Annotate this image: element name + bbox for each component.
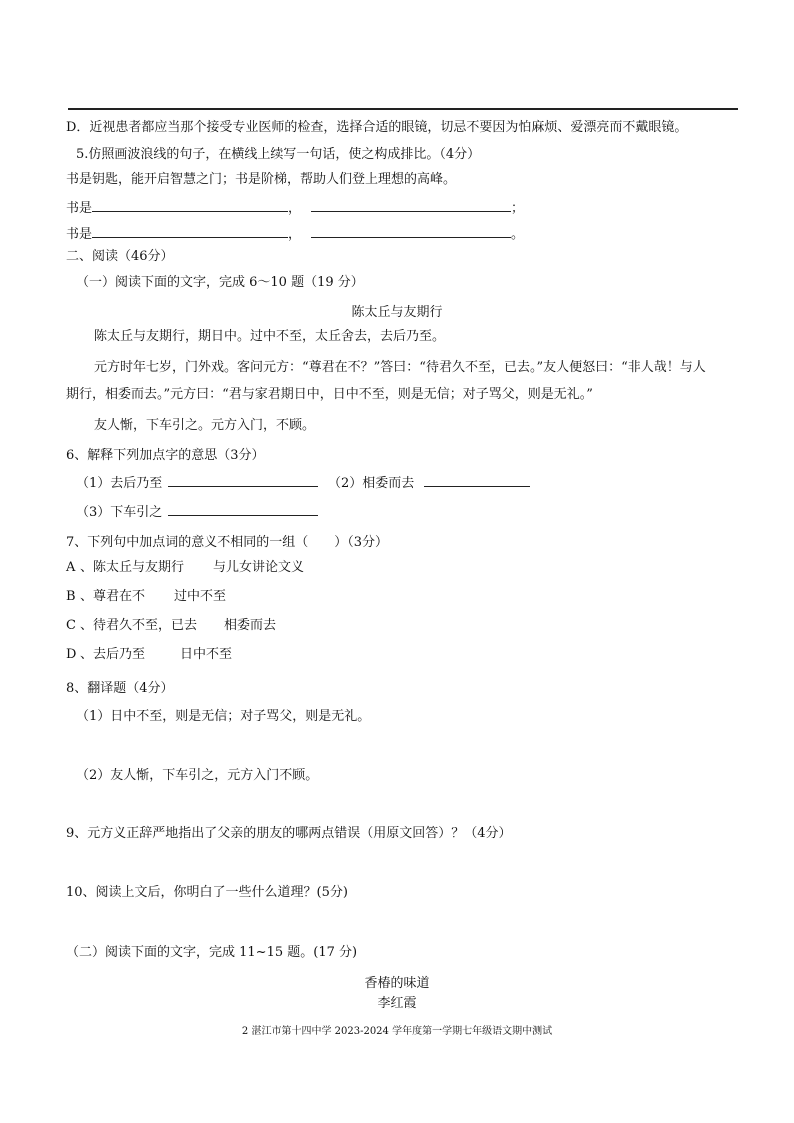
q7-option-b-left: 、尊君在不 [80, 589, 146, 604]
top-divider [68, 108, 738, 110]
q6-item-2-text: （2）相委而去 [328, 476, 415, 491]
q7-option-d [66, 647, 232, 663]
passage-para-1: 陈太丘与友期行，期日中。过中不至，太丘舍去，去后乃至。 [94, 329, 446, 344]
q7-option-d-left: 、去后乃至 [80, 647, 146, 662]
q7-option-b [66, 589, 226, 605]
part1-intro: （一）阅读下面的文字，完成 6～10 题（19 分） [76, 275, 364, 290]
q5-line1-comma: ， [288, 201, 302, 216]
q5-line1-prefix: 书是 [66, 201, 93, 216]
q6-stem: 6、解释下列加点字的意思（3分） [66, 448, 265, 463]
q6-item-2 [328, 474, 530, 492]
q5-stem: 5.仿照画波浪线的句子，在横线上续写一句话，使之构成排比。（4分） [76, 147, 481, 162]
q6-blank-1[interactable] [168, 474, 318, 487]
q8-item-1: （1）日中不至，则是无信；对子骂父，则是无礼。 [76, 709, 371, 724]
q8-item-2: （2）友人惭，下车引之，元方入门不顾。 [76, 768, 319, 783]
q8-stem: 8、翻译题（4分） [66, 681, 174, 696]
passage-para-2-line-2: 期行，相委而去。”元方曰：“君与家君期日中，日中不至，则是无信；对子骂父，则是无礼。” [66, 387, 593, 402]
q7-option-a-left: 、陈太丘与友期行 [80, 560, 185, 575]
page-footer: 2 湛江市第十四中学 2023-2024 学年度第一学期七年级语文期中测试 [241, 1026, 553, 1037]
q6-item-1-text: （1）去后乃至 [76, 476, 163, 491]
q7-option-c-left: 、待君久不至，已去 [80, 618, 198, 633]
q7-option-a-right: 与儿女讲论文义 [213, 560, 305, 575]
passage-para-2-line-1: 元方时年七岁，门外戏。客问元方：“尊君在不？”答曰：“待君久不至，已去。”友人便怒曰：“非人哉！与人 [94, 360, 706, 375]
q6-item-3-text: （3）下车引之 [76, 505, 163, 520]
q7-option-a [66, 560, 304, 576]
q5-answer-line-1 [66, 199, 524, 217]
q5-line2-end: 。 [511, 227, 525, 242]
q7-option-c [66, 618, 276, 634]
passage-para-3: 友人惭，下车引之。元方入门，不顾。 [94, 418, 316, 433]
q10-stem: 10、阅读上文后，你明白了一些什么道理？(5分) [66, 885, 348, 900]
q5-line1-end: ； [511, 201, 525, 216]
q7-option-label: D [66, 647, 77, 662]
q6-item-1 [76, 474, 318, 492]
q5-blank-2b[interactable] [311, 225, 511, 238]
q7-option-d-right: 日中不至 [180, 647, 233, 662]
q5-blank-1b[interactable] [311, 199, 511, 212]
q4-option-d: D．近视患者都应当那个接受专业医师的检查，选择合适的眼镜，切忌不要因为怕麻烦、爱漂亮而不戴眼镜。 [66, 120, 688, 135]
q7-option-c-right: 相委而去 [224, 618, 277, 633]
passage-title: 陈太丘与友期行 [351, 305, 443, 320]
q7-stem: 7、下列句中加点词的意义不相同的一组（ ）（3分） [66, 535, 389, 550]
q6-blank-2[interactable] [424, 474, 530, 487]
article-author: 李红霞 [377, 996, 417, 1011]
q7-option-b-right: 过中不至 [174, 589, 227, 604]
part2-intro: （二）阅读下面的文字，完成 11~15 题。(17 分) [66, 945, 358, 960]
q5-blank-2a[interactable] [92, 225, 288, 238]
q6-blank-3[interactable] [168, 503, 318, 516]
section2-heading: 二、阅读（46分） [66, 249, 174, 264]
q5-line2-prefix: 书是 [66, 227, 93, 242]
q5-line2-comma: ， [288, 227, 302, 242]
q7-option-label: B [66, 589, 76, 604]
q9-stem: 9、元方义正辞严地指出了父亲的朋友的哪两点错误（用原文回答）？（4分） [66, 826, 512, 841]
q5-example: 书是钥匙，能开启智慧之门；书是阶梯，帮助人们登上理想的高峰。 [66, 172, 457, 187]
q5-answer-line-2 [66, 225, 524, 243]
q6-item-3 [76, 503, 318, 521]
q5-blank-1a[interactable] [92, 199, 288, 212]
article-title: 香椿的味道 [364, 976, 430, 991]
q7-option-label: C [66, 618, 76, 633]
q7-option-label: A [66, 560, 76, 575]
